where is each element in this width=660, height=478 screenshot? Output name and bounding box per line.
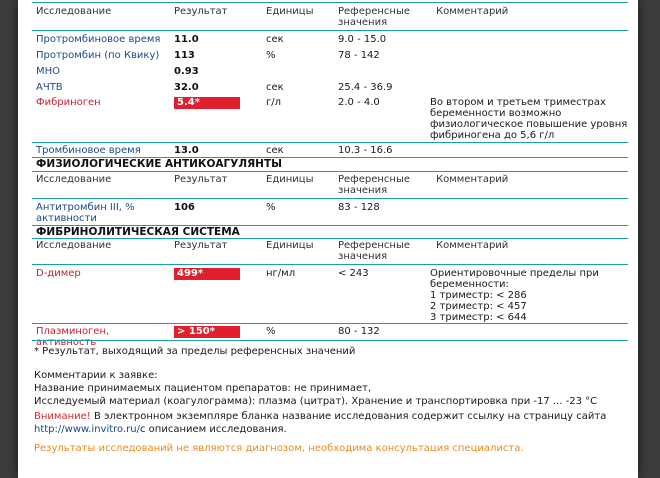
test-name[interactable]: Протромбиновое время	[36, 34, 161, 45]
table-row	[32, 326, 628, 348]
header-units: Единицы	[266, 174, 314, 185]
table-header	[32, 240, 628, 264]
test-units: г/л	[266, 97, 282, 108]
header-result: Результат	[174, 240, 228, 251]
divider	[32, 238, 628, 239]
header-result: Результат	[174, 174, 228, 185]
test-result: 0.93	[174, 66, 199, 77]
test-name[interactable]: Протромбин (по Квику)	[36, 50, 160, 61]
header-units: Единицы	[266, 6, 314, 17]
test-comment: Ориентировочные пределы при беременности: 1 триместр: < 286 2 триместр: < 457 3 триместр: < 644	[430, 268, 599, 323]
test-reference: 25.4 - 36.9	[338, 82, 393, 93]
divider	[32, 2, 628, 3]
test-reference: 10.3 - 16.6	[338, 145, 393, 156]
test-reference: 83 - 128	[338, 202, 380, 213]
section-title: ФИЗИОЛОГИЧЕСКИЕ АНТИКОАГУЛЯНТЫ	[36, 158, 282, 170]
table-row	[32, 82, 628, 94]
test-result: 32.0	[174, 82, 199, 93]
header-study: Исследование	[36, 240, 112, 251]
table-row	[32, 34, 628, 46]
test-name[interactable]: МНО	[36, 66, 61, 77]
header-result: Результат	[174, 6, 228, 17]
test-result	[174, 268, 246, 280]
divider	[32, 30, 628, 31]
abnormal-flag: 5.4*	[174, 97, 240, 109]
test-units: нг/мл	[266, 268, 296, 279]
test-name[interactable]: Плазминоген, активность	[36, 326, 110, 348]
attention-link-line: http://www.invitro.ru/с описанием исследования.	[34, 424, 287, 435]
test-result: 11.0	[174, 34, 199, 45]
test-reference: 2.0 - 4.0	[338, 97, 380, 108]
test-reference: 80 - 132	[338, 326, 380, 337]
test-units: сек	[266, 34, 284, 45]
test-reference: 78 - 142	[338, 50, 380, 61]
test-units: сек	[266, 145, 284, 156]
table-row	[32, 202, 628, 224]
test-units: %	[266, 50, 276, 61]
header-reference: Референсные значения	[338, 240, 411, 262]
comments-title: Комментарии к заявке:	[34, 370, 158, 381]
test-name[interactable]: Антитромбин III, % активности	[36, 202, 135, 224]
header-comment: Комментарий	[436, 174, 509, 185]
test-result: 113	[174, 50, 195, 61]
test-result	[174, 326, 246, 338]
abnormal-flag: 499*	[174, 268, 240, 280]
footnote: * Результат, выходящий за пределы референсных значений	[34, 346, 356, 357]
table-row	[32, 145, 628, 157]
site-link[interactable]: http://www.invitro.ru/	[34, 424, 140, 435]
test-units: сек	[266, 82, 284, 93]
divider	[32, 171, 628, 172]
test-comment: Во втором и третьем триместрах беременности возможно физиологическое повышение уровня фибриногена до 5,6 г/л	[430, 97, 628, 141]
test-result	[174, 97, 246, 109]
attention-label: Внимание!	[34, 411, 91, 422]
test-result: 106	[174, 202, 195, 213]
table-row	[32, 268, 628, 324]
test-reference: 9.0 - 15.0	[338, 34, 387, 45]
table-row	[32, 97, 628, 143]
test-units: %	[266, 326, 276, 337]
test-reference: < 243	[338, 268, 369, 279]
divider	[32, 142, 628, 143]
header-reference: Референсные значения	[338, 6, 411, 28]
header-comment: Комментарий	[436, 240, 509, 251]
test-name[interactable]: D-димер	[36, 268, 81, 279]
header-study: Исследование	[36, 6, 112, 17]
table-header	[32, 6, 628, 30]
header-study: Исследование	[36, 174, 112, 185]
section-title: ФИБРИНОЛИТИЧЕСКАЯ СИСТЕМА	[36, 226, 240, 238]
table-row	[32, 66, 628, 78]
header-reference: Референсные значения	[338, 174, 411, 196]
table-row	[32, 50, 628, 62]
header-comment: Комментарий	[436, 6, 509, 17]
test-result: 13.0	[174, 145, 199, 156]
divider	[32, 198, 628, 199]
test-name[interactable]: Фибриноген	[36, 97, 101, 108]
test-name[interactable]: Тромбиновое время	[36, 145, 141, 156]
comments-line: Название принимаемых пациентом препаратов: не принимает,	[34, 383, 372, 394]
comments-line: Исследуемый материал (коагулограмма): плазма (цитрат). Хранение и транспортировка при -17 ... -23 °C	[34, 396, 598, 407]
test-name[interactable]: АЧТВ	[36, 82, 63, 93]
divider	[32, 323, 628, 324]
divider	[32, 340, 628, 341]
attention-note: Внимание! В электронном экземпляре бланка название исследования содержит ссылку на страницу сайта	[34, 411, 607, 422]
header-units: Единицы	[266, 240, 314, 251]
table-header	[32, 174, 628, 198]
divider	[32, 264, 628, 265]
disclaimer: Результаты исследований не являются диагнозом, необходима консультация специалиста.	[34, 443, 524, 454]
lab-report-page	[18, 0, 638, 478]
test-units: %	[266, 202, 276, 213]
abnormal-flag: > 150*	[174, 326, 240, 338]
